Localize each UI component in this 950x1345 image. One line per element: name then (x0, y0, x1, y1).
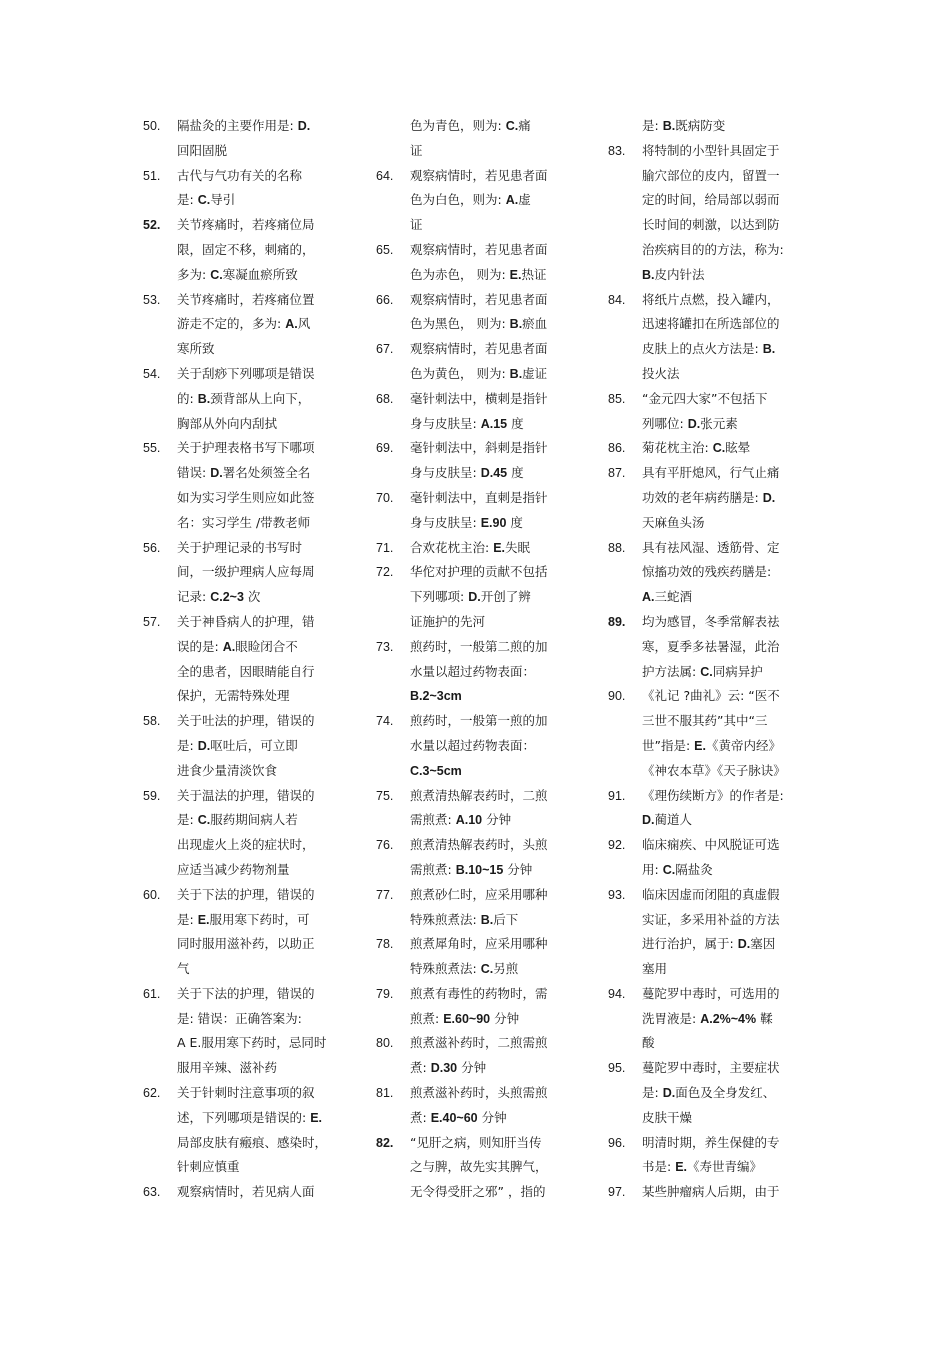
question-text-line: 毫针刺法中，斜刺是指针 (410, 440, 548, 456)
question-text (177, 362, 348, 436)
question-item (143, 114, 348, 164)
question-text-line: 全的患者，因眼睛能自行 (177, 663, 315, 679)
question-column-3 (608, 114, 818, 1205)
question-text-line: 煎煮清热解表药时，二煎 (410, 787, 548, 803)
question-text (177, 784, 348, 883)
question-text (642, 1056, 818, 1130)
question-number: 86. (608, 441, 626, 456)
question-item (376, 883, 581, 933)
question-text (177, 709, 348, 783)
question-item (376, 833, 581, 883)
question-text-line: 三世不服其药”其中“三 (642, 713, 768, 729)
question-number: 77. (376, 887, 394, 902)
question-text-line: 华佗对护理的贡献不包括 (410, 564, 548, 580)
question-text-line: A.三蛇酒 (642, 589, 693, 605)
question-text-line: 关于下法的护理，错误的 (177, 985, 315, 1001)
question-text (177, 1180, 348, 1205)
question-number: 90. (608, 689, 626, 704)
question-number: 89. (608, 614, 626, 629)
question-text-line: 观察病情时，若见患者面 (410, 291, 548, 307)
question-text-line: 是: C.导引 (177, 192, 236, 208)
question-item (376, 635, 581, 709)
question-text-line: 将特制的小型针具固定于 (642, 142, 780, 158)
question-item (376, 1131, 581, 1205)
question-text-line: 护方法属: C.同病异护 (642, 663, 763, 679)
question-item (376, 238, 581, 288)
question-text-line: 蔓陀罗中毒时，主要症状 (642, 1060, 780, 1076)
question-text-line: 需煎煮: B.10~15 分钟 (410, 861, 533, 877)
question-text (410, 932, 581, 982)
question-number: 74. (376, 714, 394, 729)
question-text-line: 气 (177, 961, 190, 977)
question-text-line: 腧穴部位的皮内，留置一 (642, 167, 780, 183)
question-number: 69. (376, 441, 394, 456)
question-text-line: 实证，多采用补益的方法 (642, 911, 780, 927)
question-number: 84. (608, 292, 626, 307)
question-item (376, 560, 581, 634)
question-text-line: “金元四大家”不包括下 (642, 390, 768, 406)
question-item (608, 436, 818, 461)
question-text-line: 下列哪项: D.开创了辨 (410, 589, 531, 605)
question-text (642, 1131, 818, 1181)
question-text (410, 164, 581, 238)
question-text-line: 煎煮有毒性的药物时，需 (410, 985, 548, 1001)
question-number: 56. (143, 540, 161, 555)
question-text-line: 菊花枕主治: C.眩晕 (642, 440, 751, 456)
question-number: 91. (608, 788, 626, 803)
question-text-line: 寒所致 (177, 341, 215, 357)
question-text-line: 保护，无需特殊处理 (177, 688, 290, 704)
question-item (376, 164, 581, 238)
question-number: 79. (376, 986, 394, 1001)
question-text-line: 关于护理记录的书写时 (177, 539, 303, 555)
question-item (376, 1031, 581, 1081)
question-number: 88. (608, 540, 626, 555)
question-text-line: 证施护的先河 (410, 613, 486, 629)
question-text-line: 煮: E.40~60 分钟 (410, 1109, 507, 1125)
question-text-line: 世”指是: E.《黄帝内经》 (642, 737, 781, 753)
question-text-line: 具有祛风湿、透筋骨、定 (642, 539, 780, 555)
question-text (410, 1081, 581, 1131)
question-text-line: 寒，夏季多祛暑湿，此治 (642, 638, 780, 654)
question-item (608, 1180, 818, 1205)
question-text-line: 身与皮肤呈: D.45 度 (410, 465, 524, 481)
question-text-line: 名：实习学生 /带教老师 (177, 514, 311, 530)
question-text-line: 煎煮滋补药时，头煎需煎 (410, 1085, 548, 1101)
question-text-line: 需煎煮: A.10 分钟 (410, 812, 512, 828)
question-text (177, 610, 348, 709)
question-text-line: 针刺应慎重 (177, 1159, 240, 1175)
question-text-line: 关于护理表格书写下哪项 (177, 440, 315, 456)
question-item (608, 139, 818, 288)
question-text-line: 某些肿瘤病人后期，由于 (642, 1184, 780, 1200)
question-text-line: 煎药时，一般第一煎的加 (410, 713, 548, 729)
question-text-line: 明清时期，养生保健的专 (642, 1134, 780, 1150)
question-item (376, 337, 581, 387)
question-text-line: D.蔺道人 (642, 812, 693, 828)
question-item (608, 387, 818, 437)
question-text-line: 进行治护，属于: D.塞因 (642, 936, 776, 952)
question-text-line: 煎煮犀角时，应采用哪种 (410, 936, 548, 952)
question-text-line: 同时服用滋补药，以助正 (177, 936, 315, 952)
question-text-line: 色为黄色， 则为: B.虚证 (410, 365, 548, 381)
question-item (143, 883, 348, 982)
question-text-line: 进食少量清淡饮食 (177, 762, 278, 778)
question-text-line: 水量以超过药物表面： (410, 737, 536, 753)
question-number: 65. (376, 242, 394, 257)
question-number: 59. (143, 788, 161, 803)
question-text-line: 色为黑色， 则为: B.瘀血 (410, 316, 548, 332)
question-text-line: 特殊煎煮法: C.另煎 (410, 961, 519, 977)
question-text-line: 煎煮清热解表药时，头煎 (410, 837, 548, 853)
question-text (177, 982, 348, 1081)
question-text-line: 是: D.呕吐后，可立即 (177, 737, 298, 753)
question-text (642, 833, 818, 883)
question-text-line: 将纸片点燃，投入罐内， (642, 291, 780, 307)
question-text-line: 煎煮滋补药时，二煎需煎 (410, 1035, 548, 1051)
question-column-2 (376, 114, 581, 1205)
question-text (177, 536, 348, 610)
question-number: 58. (143, 714, 161, 729)
question-text (642, 610, 818, 684)
question-text (410, 709, 581, 783)
question-number: 97. (608, 1185, 626, 1200)
question-text-line: 关于刮痧下列哪项是错误 (177, 365, 315, 381)
question-text-line: 记录: C.2~3 次 (177, 589, 261, 605)
question-text-line: 毫针刺法中，横刺是指针 (410, 390, 548, 406)
question-text-line: 错误: D.署名处须签全名 (177, 465, 311, 481)
question-number: 78. (376, 937, 394, 952)
question-text-line: 酸 (642, 1035, 655, 1051)
question-number: 76. (376, 838, 394, 853)
question-item (608, 982, 818, 1056)
question-number: 61. (143, 986, 161, 1001)
question-text (642, 288, 818, 387)
question-text-line: 水量以超过药物表面： (410, 663, 536, 679)
question-text-line: 煎煮砂仁时，应采用哪种 (410, 886, 548, 902)
question-item (608, 1056, 818, 1130)
question-text (410, 883, 581, 933)
question-text-line: 临床因虚而闭阻的真虚假 (642, 886, 780, 902)
question-text-line: 用: C.隔盐灸 (642, 861, 713, 877)
question-text-line: 身与皮肤呈: A.15 度 (410, 415, 524, 431)
question-text (177, 213, 348, 287)
question-number: 95. (608, 1061, 626, 1076)
question-text-line: 书是: E.《寿世青编》 (642, 1159, 763, 1175)
question-text-line: 投火法 (642, 365, 680, 381)
question-text (642, 982, 818, 1056)
question-text-line: 《理伤续断方》的作者是: (642, 787, 784, 803)
question-text (642, 436, 818, 461)
question-number: 64. (376, 168, 394, 183)
question-number: 92. (608, 838, 626, 853)
question-item (376, 784, 581, 834)
question-text (177, 883, 348, 982)
question-item (608, 536, 818, 610)
question-text-line: 关节疼痛时，若疼痛位局 (177, 217, 315, 233)
question-number: 82. (376, 1135, 394, 1150)
question-item (376, 709, 581, 783)
question-item (608, 833, 818, 883)
question-number: 51. (143, 168, 161, 183)
question-text (410, 436, 581, 486)
question-text-line: 是: D.面色及全身发红、 (642, 1085, 776, 1101)
question-text-line: 临床痫疾、中风脱证可选 (642, 837, 780, 853)
question-text-line: 特殊煎煮法: B.后下 (410, 911, 519, 927)
question-text-line: 无令得受肝之邪” ，指的 (410, 1184, 546, 1200)
question-text-line: 隔盐灸的主要作用是: D. (177, 118, 311, 133)
question-text (177, 436, 348, 535)
question-number: 85. (608, 391, 626, 406)
question-text-line: 证 (410, 142, 423, 158)
question-text-line: B.2~3cm (410, 689, 462, 704)
question-text (642, 784, 818, 834)
question-text (642, 139, 818, 288)
question-text-line: 是: 错误：正确答案为: (177, 1010, 302, 1026)
question-text-line: 应适当减少药物剂量 (177, 861, 290, 877)
question-text-line: 胸部从外向内刮拭 (177, 415, 278, 431)
question-text-line: 间，一级护理病人应每周 (177, 564, 315, 580)
question-item (143, 213, 348, 287)
question-item (143, 362, 348, 436)
question-text-line: 煮: D.30 分钟 (410, 1060, 487, 1076)
question-text (177, 164, 348, 214)
question-text-line: 限，固定不移，刺痛的， (177, 241, 315, 257)
question-item (376, 1081, 581, 1131)
question-item (143, 164, 348, 214)
question-item (608, 610, 818, 684)
question-text (177, 1081, 348, 1180)
question-text (410, 982, 581, 1032)
question-item (376, 982, 581, 1032)
question-text-line: 煎药时，一般第二煎的加 (410, 638, 548, 654)
question-number: 81. (376, 1086, 394, 1101)
question-number: 96. (608, 1135, 626, 1150)
question-text-line: 证 (410, 217, 423, 233)
question-text (410, 337, 581, 387)
question-item (376, 114, 581, 164)
question-item (376, 387, 581, 437)
question-text (410, 784, 581, 834)
question-text-line: 功效的老年病药膳是: D. (642, 489, 776, 505)
question-text (177, 114, 348, 164)
question-text-line: 治疾病目的的方法，称为: (642, 241, 784, 257)
question-number: 60. (143, 887, 161, 902)
question-text (642, 684, 818, 783)
question-text-line: 煎煮: E.60~90 分钟 (410, 1010, 520, 1026)
question-item (143, 436, 348, 535)
question-number: 72. (376, 565, 394, 580)
question-item (143, 1180, 348, 1205)
question-number: 80. (376, 1036, 394, 1051)
question-text-line: 合欢花枕主治: E.失眠 (410, 539, 531, 555)
question-text-line: 古代与气功有关的名称 (177, 167, 303, 183)
question-text-line: 的: B.颈背部从上向下， (177, 390, 311, 406)
question-text-line: 服用辛辣、滋补药 (177, 1060, 278, 1076)
question-text-line: 皮肤干燥 (642, 1109, 693, 1125)
question-number: 75. (376, 788, 394, 803)
question-number: 55. (143, 441, 161, 456)
question-text-line: A E.服用寒下药时，忌同时 (177, 1035, 327, 1051)
question-number: 87. (608, 466, 626, 481)
question-text-line: 观察病情时，若见患者面 (410, 167, 548, 183)
question-number: 62. (143, 1086, 161, 1101)
question-text-line: 关于吐法的护理，错误的 (177, 713, 315, 729)
question-number: 83. (608, 143, 626, 158)
question-item (143, 536, 348, 610)
question-text-line: 蔓陀罗中毒时，可选用的 (642, 985, 780, 1001)
question-text (410, 560, 581, 634)
question-text (410, 1131, 581, 1205)
question-text (410, 635, 581, 709)
question-text (642, 883, 818, 982)
question-text-line: 观察病情时，若见患者面 (410, 241, 548, 257)
question-number: 67. (376, 342, 394, 357)
question-item (143, 709, 348, 783)
question-text-line: 关于神昏病人的护理，错 (177, 613, 315, 629)
question-text-line: 关于针刺时注意事项的叙 (177, 1085, 315, 1101)
question-text (177, 288, 348, 362)
question-number: 70. (376, 490, 394, 505)
question-item (608, 1131, 818, 1181)
question-number: 54. (143, 366, 161, 381)
question-item (376, 436, 581, 486)
question-text-line: 误的是: A.眼睑闭合不 (177, 638, 298, 654)
question-text (642, 461, 818, 535)
question-text-line: 列哪位: D.张元素 (642, 415, 738, 431)
question-text-line: 多为: C.寒凝血瘀所致 (177, 266, 298, 282)
question-text-line: 之与脾，故先实其脾气， (410, 1159, 548, 1175)
question-text-line: 惊搐功效的残疾药膳是: (642, 564, 772, 580)
question-text-line: 定的时间，给局部以弱而 (642, 192, 780, 208)
question-text (410, 288, 581, 338)
question-number: 63. (143, 1185, 161, 1200)
question-text (642, 1180, 818, 1205)
question-text-line: 局部皮肤有瘢痕、感染时， (177, 1134, 328, 1150)
question-number: 66. (376, 292, 394, 307)
question-text-line: 色为赤色， 则为: E.热证 (410, 266, 547, 282)
question-number: 71. (376, 540, 394, 555)
question-text (410, 114, 581, 164)
question-text (410, 387, 581, 437)
question-text-line: C.3~5cm (410, 763, 462, 778)
question-text (642, 387, 818, 437)
question-text-line: 《礼记 ?曲礼》云: “医不 (642, 688, 780, 704)
question-text-line: 毫针刺法中，直刺是指针 (410, 489, 548, 505)
question-item (143, 1081, 348, 1180)
question-text-line: B.皮内针法 (642, 266, 705, 282)
question-text (642, 536, 818, 610)
question-text-line: 是: B.既病防变 (642, 118, 726, 133)
question-number: 94. (608, 986, 626, 1001)
question-text-line: 长时间的刺激，以达到防 (642, 217, 780, 233)
question-item (143, 784, 348, 883)
question-text (410, 486, 581, 536)
question-item (143, 288, 348, 362)
question-text-line: 天麻鱼头汤 (642, 514, 705, 530)
question-text (642, 114, 818, 139)
question-item (608, 288, 818, 387)
question-item (608, 883, 818, 982)
question-text-line: 迅速将罐扣在所选部位的 (642, 316, 780, 332)
question-text-line: 塞用 (642, 961, 668, 977)
question-item (143, 982, 348, 1081)
question-text-line: 是: C.服药期间病人若 (177, 812, 298, 828)
question-item (608, 461, 818, 535)
question-text-line: 洗胃液是: A.2%~4% 鞣 (642, 1010, 773, 1026)
question-item (143, 610, 348, 709)
question-text (410, 238, 581, 288)
question-text-line: 身与皮肤呈: E.90 度 (410, 514, 523, 530)
question-text-line: 如为实习学生则应如此签 (177, 489, 315, 505)
question-text-line: 皮肤上的点火方法是: B. (642, 341, 776, 357)
question-item (376, 536, 581, 561)
question-item (608, 684, 818, 783)
question-text-line: 是: E.服用寒下药时，可 (177, 911, 310, 927)
question-text-line: “见肝之病，则知肝当传 (410, 1134, 542, 1150)
question-number: 52. (143, 218, 161, 233)
question-number: 68. (376, 391, 394, 406)
question-text (410, 536, 581, 561)
question-column-1 (143, 114, 348, 1205)
question-text-line: 关于温法的护理，错误的 (177, 787, 315, 803)
question-text-line: 色为白色，则为: A.虚 (410, 192, 531, 208)
question-text-line: 均为感冒，冬季常解表祛 (642, 613, 780, 629)
question-number: 50. (143, 119, 161, 133)
question-text-line: 述，下列哪项是错误的: E. (177, 1109, 322, 1125)
question-text-line: 关于下法的护理，错误的 (177, 886, 315, 902)
question-number: 53. (143, 292, 161, 307)
question-text-line: 回阳固脱 (177, 142, 228, 158)
question-text-line: 观察病情时，若见病人面 (177, 1184, 315, 1200)
question-text-line: 具有平肝熄风，行气止痛 (642, 465, 780, 481)
question-text-line: 《神农本草》《天子脉诀》 (642, 762, 786, 778)
question-text (410, 833, 581, 883)
question-number: 93. (608, 887, 626, 902)
question-item (608, 114, 818, 139)
question-text-line: 游走不定的，多为: A.风 (177, 316, 311, 332)
question-text-line: 出现虚火上炎的症状时， (177, 837, 315, 853)
question-item (608, 784, 818, 834)
question-text (410, 1031, 581, 1081)
question-text-line: 色为青色，则为: C.痛 (410, 118, 531, 133)
question-item (376, 288, 581, 338)
question-item (376, 932, 581, 982)
question-text-line: 关节疼痛时，若疼痛位置 (177, 291, 315, 307)
question-number: 57. (143, 614, 161, 629)
question-item (376, 486, 581, 536)
question-text-line: 观察病情时，若见患者面 (410, 341, 548, 357)
question-number: 73. (376, 639, 394, 654)
